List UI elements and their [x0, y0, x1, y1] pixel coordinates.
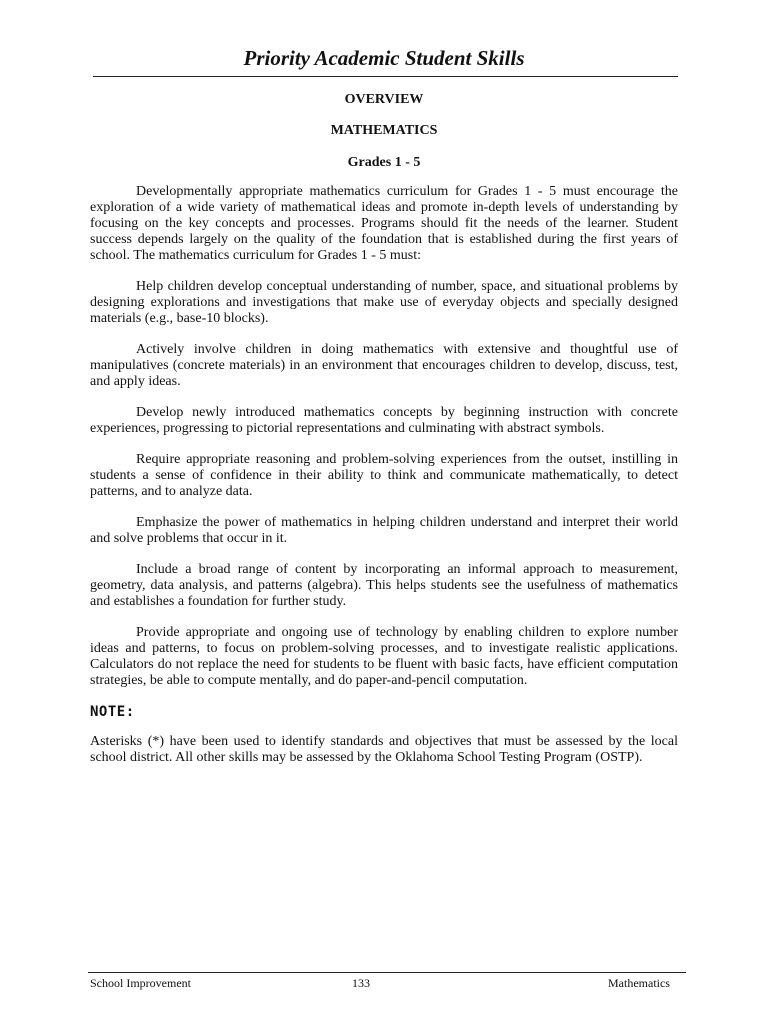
note-text: Asterisks (*) have been used to identify standards and objectives that must be assessed by the local school district. All other skills may be assessed by the Oklahoma School Testing Program (OSTP).	[90, 734, 678, 765]
paragraph-content: Include a broad range of content by incorporating an informal approach to measurement, geometry, data analysis, and patterns (algebra). This helps students see the usefulness of mathematics and establishes a foundation for further study.	[90, 562, 678, 609]
page-number: 133	[352, 976, 370, 990]
paragraph-conceptual: Help children develop conceptual understanding of number, space, and situational problems by designing explorations and investigations that make use of everyday objects and specially designed materials (e.g., base-10 blocks).	[90, 279, 678, 326]
footer-right: Mathematics	[608, 976, 670, 990]
paragraph-manipulatives: Actively involve children in doing mathematics with extensive and thoughtful use of manipulatives (concrete materials) in an environment that encourages children to develop, discuss, test, and apply ideas.	[90, 342, 678, 389]
paragraph-intro: Developmentally appropriate mathematics curriculum for Grades 1 - 5 must encourage the exploration of a wide variety of mathematical ideas and promote in-depth levels of understanding by focusing on the key concepts and processes. Programs should fit the needs of the learner. Student success depends largely on the quality of the foundation that is established during the first years of school. The mathematics curriculum for Grades 1 - 5 must:	[90, 184, 678, 263]
page-header-title: Priority Academic Student Skills	[243, 46, 525, 70]
paragraph-power: Emphasize the power of mathematics in helping children understand and interpret their world and solve problems that occur in it.	[90, 515, 678, 546]
overview-heading: OVERVIEW	[344, 92, 424, 107]
paragraph-technology: Provide appropriate and ongoing use of technology by enabling children to explore number ideas and patterns, to focus on problem-solving processes, and to investigate realistic applications. Calculators do not replace the need for students to be fluent with basic facts, have efficient computation strategies, be able to compute mentally, and do paper-and-pencil computation.	[90, 625, 678, 688]
header-divider	[93, 76, 678, 77]
subject-heading: MATHEMATICS	[330, 123, 438, 138]
paragraph-concepts: Develop newly introduced mathematics concepts by beginning instruction with concrete experiences, progressing to pictorial representations and culminating with abstract symbols.	[90, 405, 678, 436]
note-label: NOTE:	[90, 704, 135, 720]
grades-heading: Grades 1 - 5	[347, 155, 421, 170]
paragraph-reasoning: Require appropriate reasoning and problem-solving experiences from the outset, instilling in students a sense of confidence in their ability to think and communicate mathematically, to detect patterns, and to analyze data.	[90, 452, 678, 499]
footer-left: School Improvement	[90, 976, 191, 990]
body-text	[90, 184, 678, 781]
footer-divider	[88, 972, 686, 973]
